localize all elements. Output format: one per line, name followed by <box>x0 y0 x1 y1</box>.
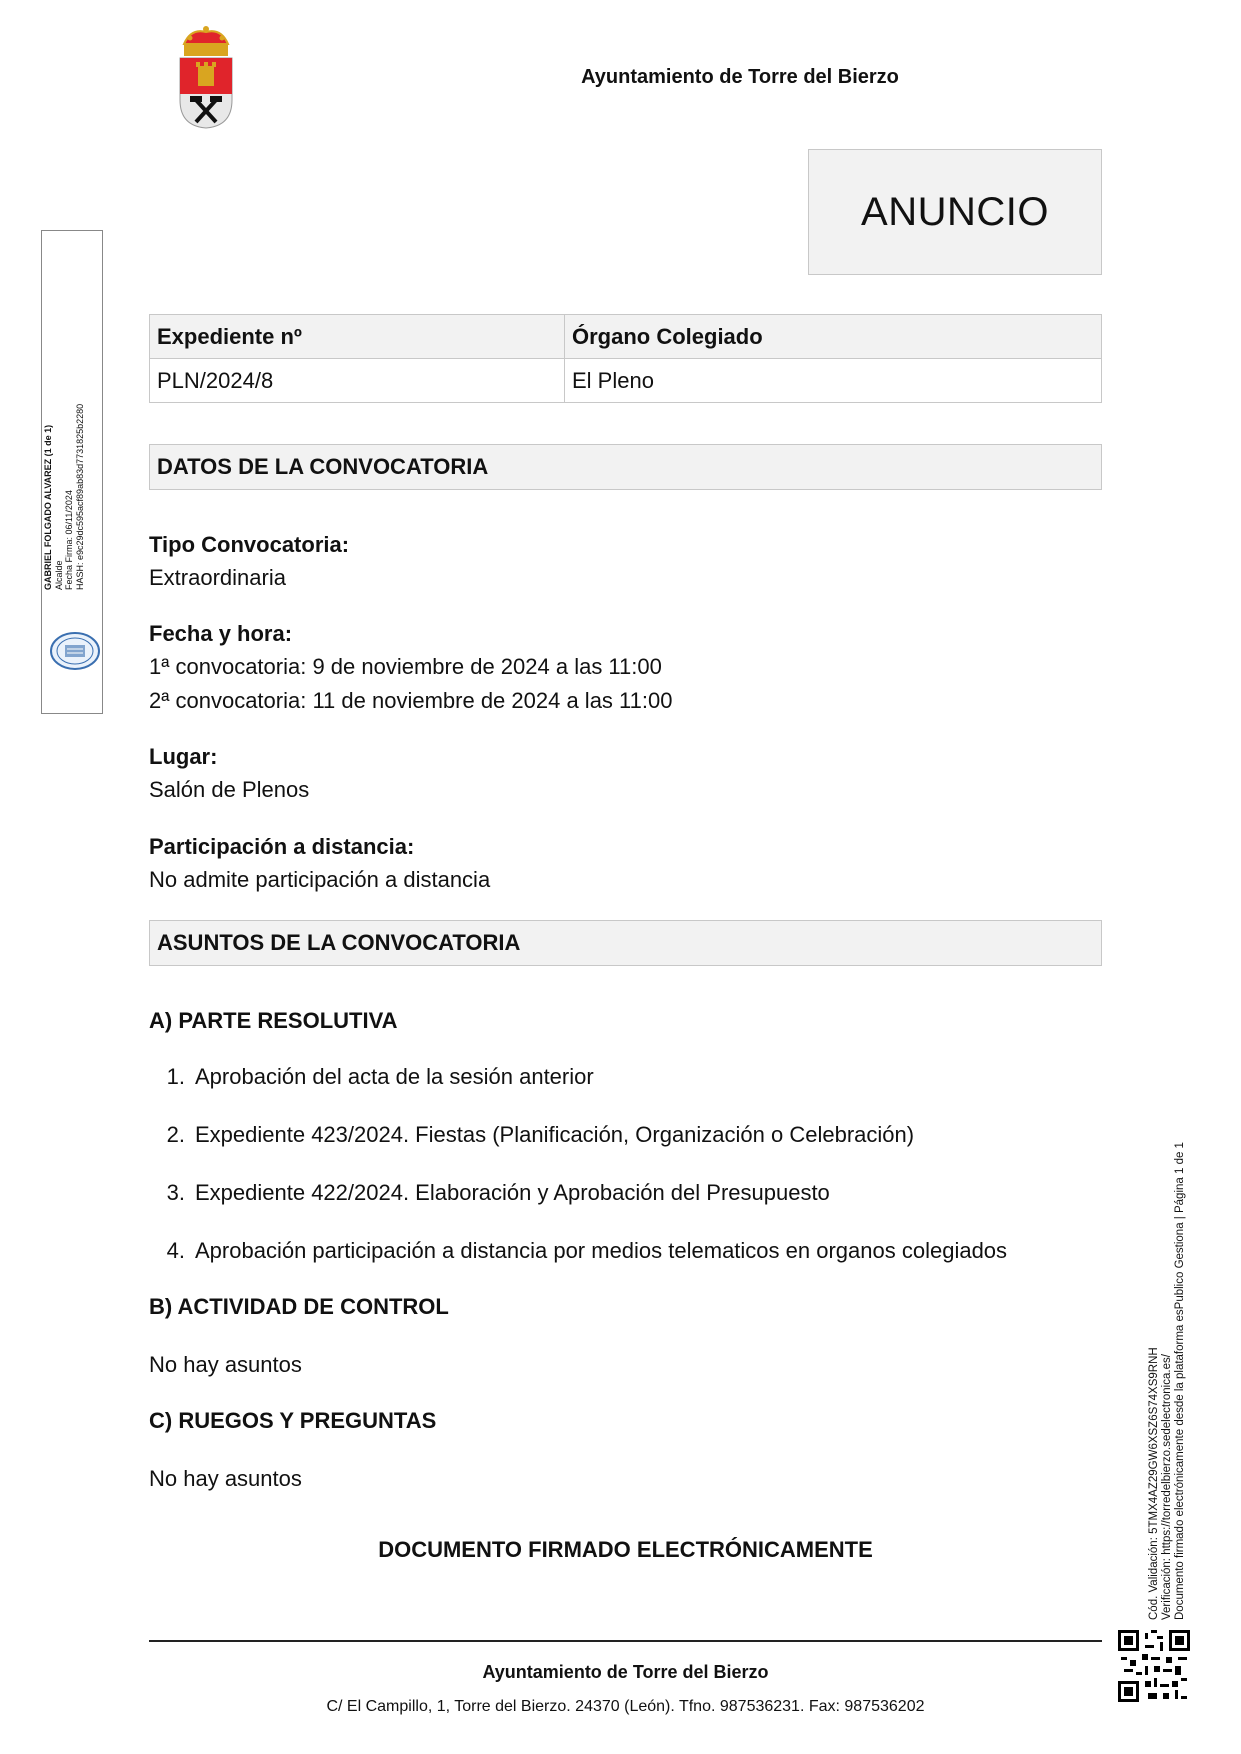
section-asuntos-heading <box>149 920 1102 966</box>
list-item: Aprobación del acta de la sesión anterior <box>195 1064 594 1089</box>
section-asuntos-title: ASUNTOS DE LA CONVOCATORIA <box>157 930 521 955</box>
part-c-text: No hay asuntos <box>149 1466 302 1491</box>
section-datos-title: DATOS DE LA CONVOCATORIA <box>157 454 489 479</box>
signature-role: Alcalde <box>53 560 64 590</box>
part-a-title: A) PARTE RESOLUTIVA <box>149 1008 398 1033</box>
signed-notice: DOCUMENTO FIRMADO ELECTRÓNICAMENTE <box>378 1537 873 1562</box>
expediente-table <box>149 314 1102 403</box>
announcement-title: ANUNCIO <box>861 189 1049 234</box>
part-c-title: C) RUEGOS Y PREGUNTAS <box>149 1408 437 1433</box>
signature-date: Fecha Firma: 06/11/2024 <box>64 490 74 590</box>
list-item: Aprobación participación a distancia por medios telematicos en organos colegiados <box>195 1238 1008 1263</box>
list-item: Expediente 423/2024. Fiestas (Planificación, Organización o Celebración) <box>195 1122 915 1147</box>
fecha-line-1: 1ª convocatoria: 9 de noviembre de 2024 a las 11:00 <box>149 654 662 679</box>
lugar-label: Lugar: <box>149 744 218 769</box>
tipo-value: Extraordinaria <box>149 565 286 590</box>
participacion-label: Participación a distancia: <box>149 834 415 859</box>
list-item-number: 3. <box>166 1180 185 1205</box>
footer-address: C/ El Campillo, 1, Torre del Bierzo. 24370 (León). Tfno. 987536231. Fax: 987536202 <box>326 1698 925 1715</box>
verification-text <box>1148 1142 1187 1620</box>
part-b-title: B) ACTIVIDAD DE CONTROL <box>149 1294 449 1319</box>
verification-url: Verificación: https://torredelbierzo.sedelectronica.es/ <box>1161 1354 1173 1620</box>
tipo-label: Tipo Convocatoria: <box>149 532 350 557</box>
footer-divider <box>149 1640 1102 1642</box>
section-datos-heading <box>149 444 1102 490</box>
announcement-box <box>808 149 1102 275</box>
participacion-value: No admite participación a distancia <box>149 867 491 892</box>
fecha-label: Fecha y hora: <box>149 621 293 646</box>
list-item-number: 4. <box>166 1238 185 1263</box>
lugar-value: Salón de Plenos <box>149 777 310 802</box>
signature-hash: HASH: e9c29dc595acf89ab83d7731825b2280 <box>74 403 85 590</box>
part-b-text: No hay asuntos <box>149 1352 302 1377</box>
table-row <box>150 359 1102 403</box>
expediente-header: Expediente nº <box>150 315 565 359</box>
organo-value: El Pleno <box>565 359 1102 403</box>
municipal-crest-logo <box>176 26 236 130</box>
list-item-number: 2. <box>166 1122 185 1147</box>
verification-code: Cód. Validación: 5TMX4AZ29GW6XSZ6S74XS9RNH <box>1148 1347 1160 1620</box>
list-item-number: 1. <box>166 1064 185 1089</box>
signature-stamp-text <box>43 404 85 590</box>
verification-platform: Documento firmado electrónicamente desde la plataforma esPublico Gestiona | Página 1 de 1 <box>1174 1142 1186 1620</box>
header-title: Ayuntamiento de Torre del Bierzo <box>581 66 899 88</box>
signature-signer: GABRIEL FOLGADO ALVAREZ (1 de 1) <box>43 424 53 590</box>
qr-code-icon <box>1118 1630 1190 1702</box>
fecha-line-2: 2ª convocatoria: 11 de noviembre de 2024 a las 11:00 <box>149 688 673 713</box>
digital-seal-icon <box>49 631 101 671</box>
expediente-value: PLN/2024/8 <box>150 359 565 403</box>
organo-header: Órgano Colegiado <box>565 315 1102 359</box>
table-header-row <box>150 315 1102 359</box>
footer-name: Ayuntamiento de Torre del Bierzo <box>482 1662 769 1682</box>
list-item: Expediente 422/2024. Elaboración y Aprobación del Presupuesto <box>195 1180 830 1205</box>
